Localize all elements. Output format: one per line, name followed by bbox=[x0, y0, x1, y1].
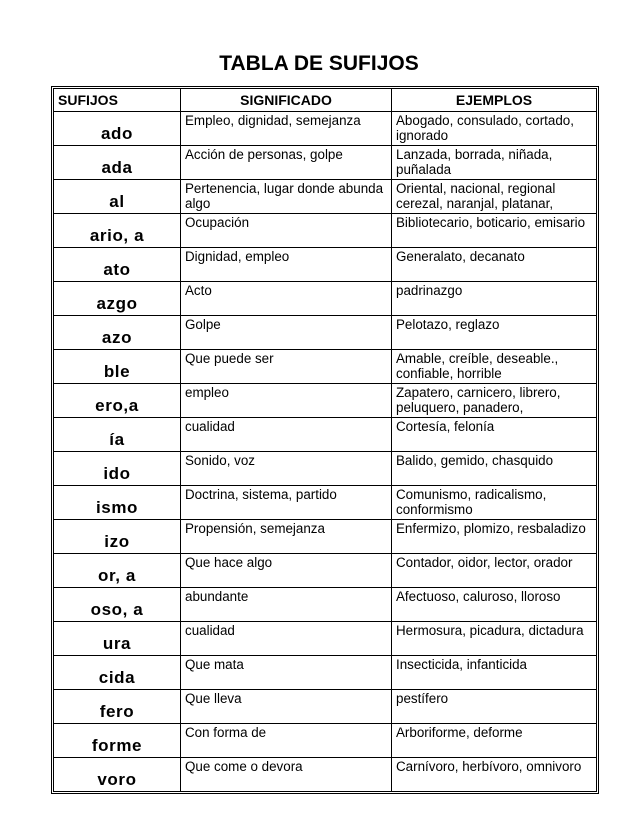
meaning-cell: abundante bbox=[181, 588, 392, 622]
suffix-cell: azo bbox=[54, 316, 181, 350]
table-header-row bbox=[54, 89, 597, 112]
meaning-cell: Pertenencia, lugar donde abunda algo bbox=[181, 180, 392, 214]
table-row bbox=[54, 588, 597, 622]
meaning-cell: Acto bbox=[181, 282, 392, 316]
examples-cell: Hermosura, picadura, dictadura bbox=[392, 622, 597, 656]
meaning-cell: Golpe bbox=[181, 316, 392, 350]
examples-cell: padrinazgo bbox=[392, 282, 597, 316]
table-row bbox=[54, 112, 597, 146]
meaning-cell: Con forma de bbox=[181, 724, 392, 758]
meaning-cell: empleo bbox=[181, 384, 392, 418]
meaning-cell: Que lleva bbox=[181, 690, 392, 724]
suffix-cell: al bbox=[54, 180, 181, 214]
table-row bbox=[54, 350, 597, 384]
table-row bbox=[54, 180, 597, 214]
table-row bbox=[54, 418, 597, 452]
examples-cell: Bibliotecario, boticario, emisario bbox=[392, 214, 597, 248]
meaning-cell: Que hace algo bbox=[181, 554, 392, 588]
suffix-cell: ía bbox=[54, 418, 181, 452]
suffix-cell: cida bbox=[54, 656, 181, 690]
suffix-cell: oso, a bbox=[54, 588, 181, 622]
examples-cell: Carnívoro, herbívoro, omnivoro bbox=[392, 758, 597, 792]
table-row bbox=[54, 146, 597, 180]
examples-cell: Oriental, nacional, regional cerezal, naranjal, platanar, bbox=[392, 180, 597, 214]
examples-cell: Abogado, consulado, cortado, ignorado bbox=[392, 112, 597, 146]
meaning-cell: Propensión, semejanza bbox=[181, 520, 392, 554]
table-row bbox=[54, 554, 597, 588]
examples-cell: pestífero bbox=[392, 690, 597, 724]
suffix-cell: ato bbox=[54, 248, 181, 282]
suffix-cell: ismo bbox=[54, 486, 181, 520]
suffix-cell: forme bbox=[54, 724, 181, 758]
suffix-cell: fero bbox=[54, 690, 181, 724]
table-row bbox=[54, 690, 597, 724]
meaning-cell: cualidad bbox=[181, 622, 392, 656]
table-row bbox=[54, 520, 597, 554]
examples-cell: Comunismo, radicalismo, conformismo bbox=[392, 486, 597, 520]
header-significado: SIGNIFICADO bbox=[181, 89, 392, 112]
meaning-cell: Que come o devora bbox=[181, 758, 392, 792]
header-ejemplos: EJEMPLOS bbox=[392, 89, 597, 112]
meaning-cell: Que mata bbox=[181, 656, 392, 690]
examples-cell: Arboriforme, deforme bbox=[392, 724, 597, 758]
table-row bbox=[54, 214, 597, 248]
examples-cell: Lanzada, borrada, niñada, puñalada bbox=[392, 146, 597, 180]
table-row bbox=[54, 656, 597, 690]
meaning-cell: Sonido, voz bbox=[181, 452, 392, 486]
examples-cell: Zapatero, carnicero, librero, peluquero, panadero, bbox=[392, 384, 597, 418]
suffix-cell: or, a bbox=[54, 554, 181, 588]
suffix-cell: ario, a bbox=[54, 214, 181, 248]
suffix-cell: voro bbox=[54, 758, 181, 792]
table-row bbox=[54, 384, 597, 418]
suffix-cell: ado bbox=[54, 112, 181, 146]
meaning-cell: Que puede ser bbox=[181, 350, 392, 384]
suffix-table bbox=[53, 88, 597, 792]
page-title: TABLA DE SUFIJOS bbox=[219, 52, 419, 75]
meaning-cell: cualidad bbox=[181, 418, 392, 452]
examples-cell: Insecticida, infanticida bbox=[392, 656, 597, 690]
suffix-cell: ido bbox=[54, 452, 181, 486]
table-row bbox=[54, 486, 597, 520]
examples-cell: Balido, gemido, chasquido bbox=[392, 452, 597, 486]
table-row bbox=[54, 622, 597, 656]
examples-cell: Contador, oidor, lector, orador bbox=[392, 554, 597, 588]
examples-cell: Generalato, decanato bbox=[392, 248, 597, 282]
table-row bbox=[54, 282, 597, 316]
meaning-cell: Doctrina, sistema, partido bbox=[181, 486, 392, 520]
examples-cell: Pelotazo, reglazo bbox=[392, 316, 597, 350]
examples-cell: Afectuoso, caluroso, lloroso bbox=[392, 588, 597, 622]
suffix-cell: azgo bbox=[54, 282, 181, 316]
meaning-cell: Dignidad, empleo bbox=[181, 248, 392, 282]
suffix-cell: izo bbox=[54, 520, 181, 554]
examples-cell: Enfermizo, plomizo, resbaladizo bbox=[392, 520, 597, 554]
table-row bbox=[54, 316, 597, 350]
meaning-cell: Ocupación bbox=[181, 214, 392, 248]
examples-cell: Amable, creíble, deseable., confiable, horrible bbox=[392, 350, 597, 384]
examples-cell: Cortesía, felonía bbox=[392, 418, 597, 452]
meaning-cell: Empleo, dignidad, semejanza bbox=[181, 112, 392, 146]
suffix-cell: ble bbox=[54, 350, 181, 384]
meaning-cell: Acción de personas, golpe bbox=[181, 146, 392, 180]
suffix-cell: ura bbox=[54, 622, 181, 656]
table-row bbox=[54, 248, 597, 282]
table-row bbox=[54, 758, 597, 792]
table-row bbox=[54, 452, 597, 486]
suffix-cell: ero,a bbox=[54, 384, 181, 418]
suffix-cell: ada bbox=[54, 146, 181, 180]
header-sufijos: SUFIJOS bbox=[54, 89, 181, 112]
table-row bbox=[54, 724, 597, 758]
